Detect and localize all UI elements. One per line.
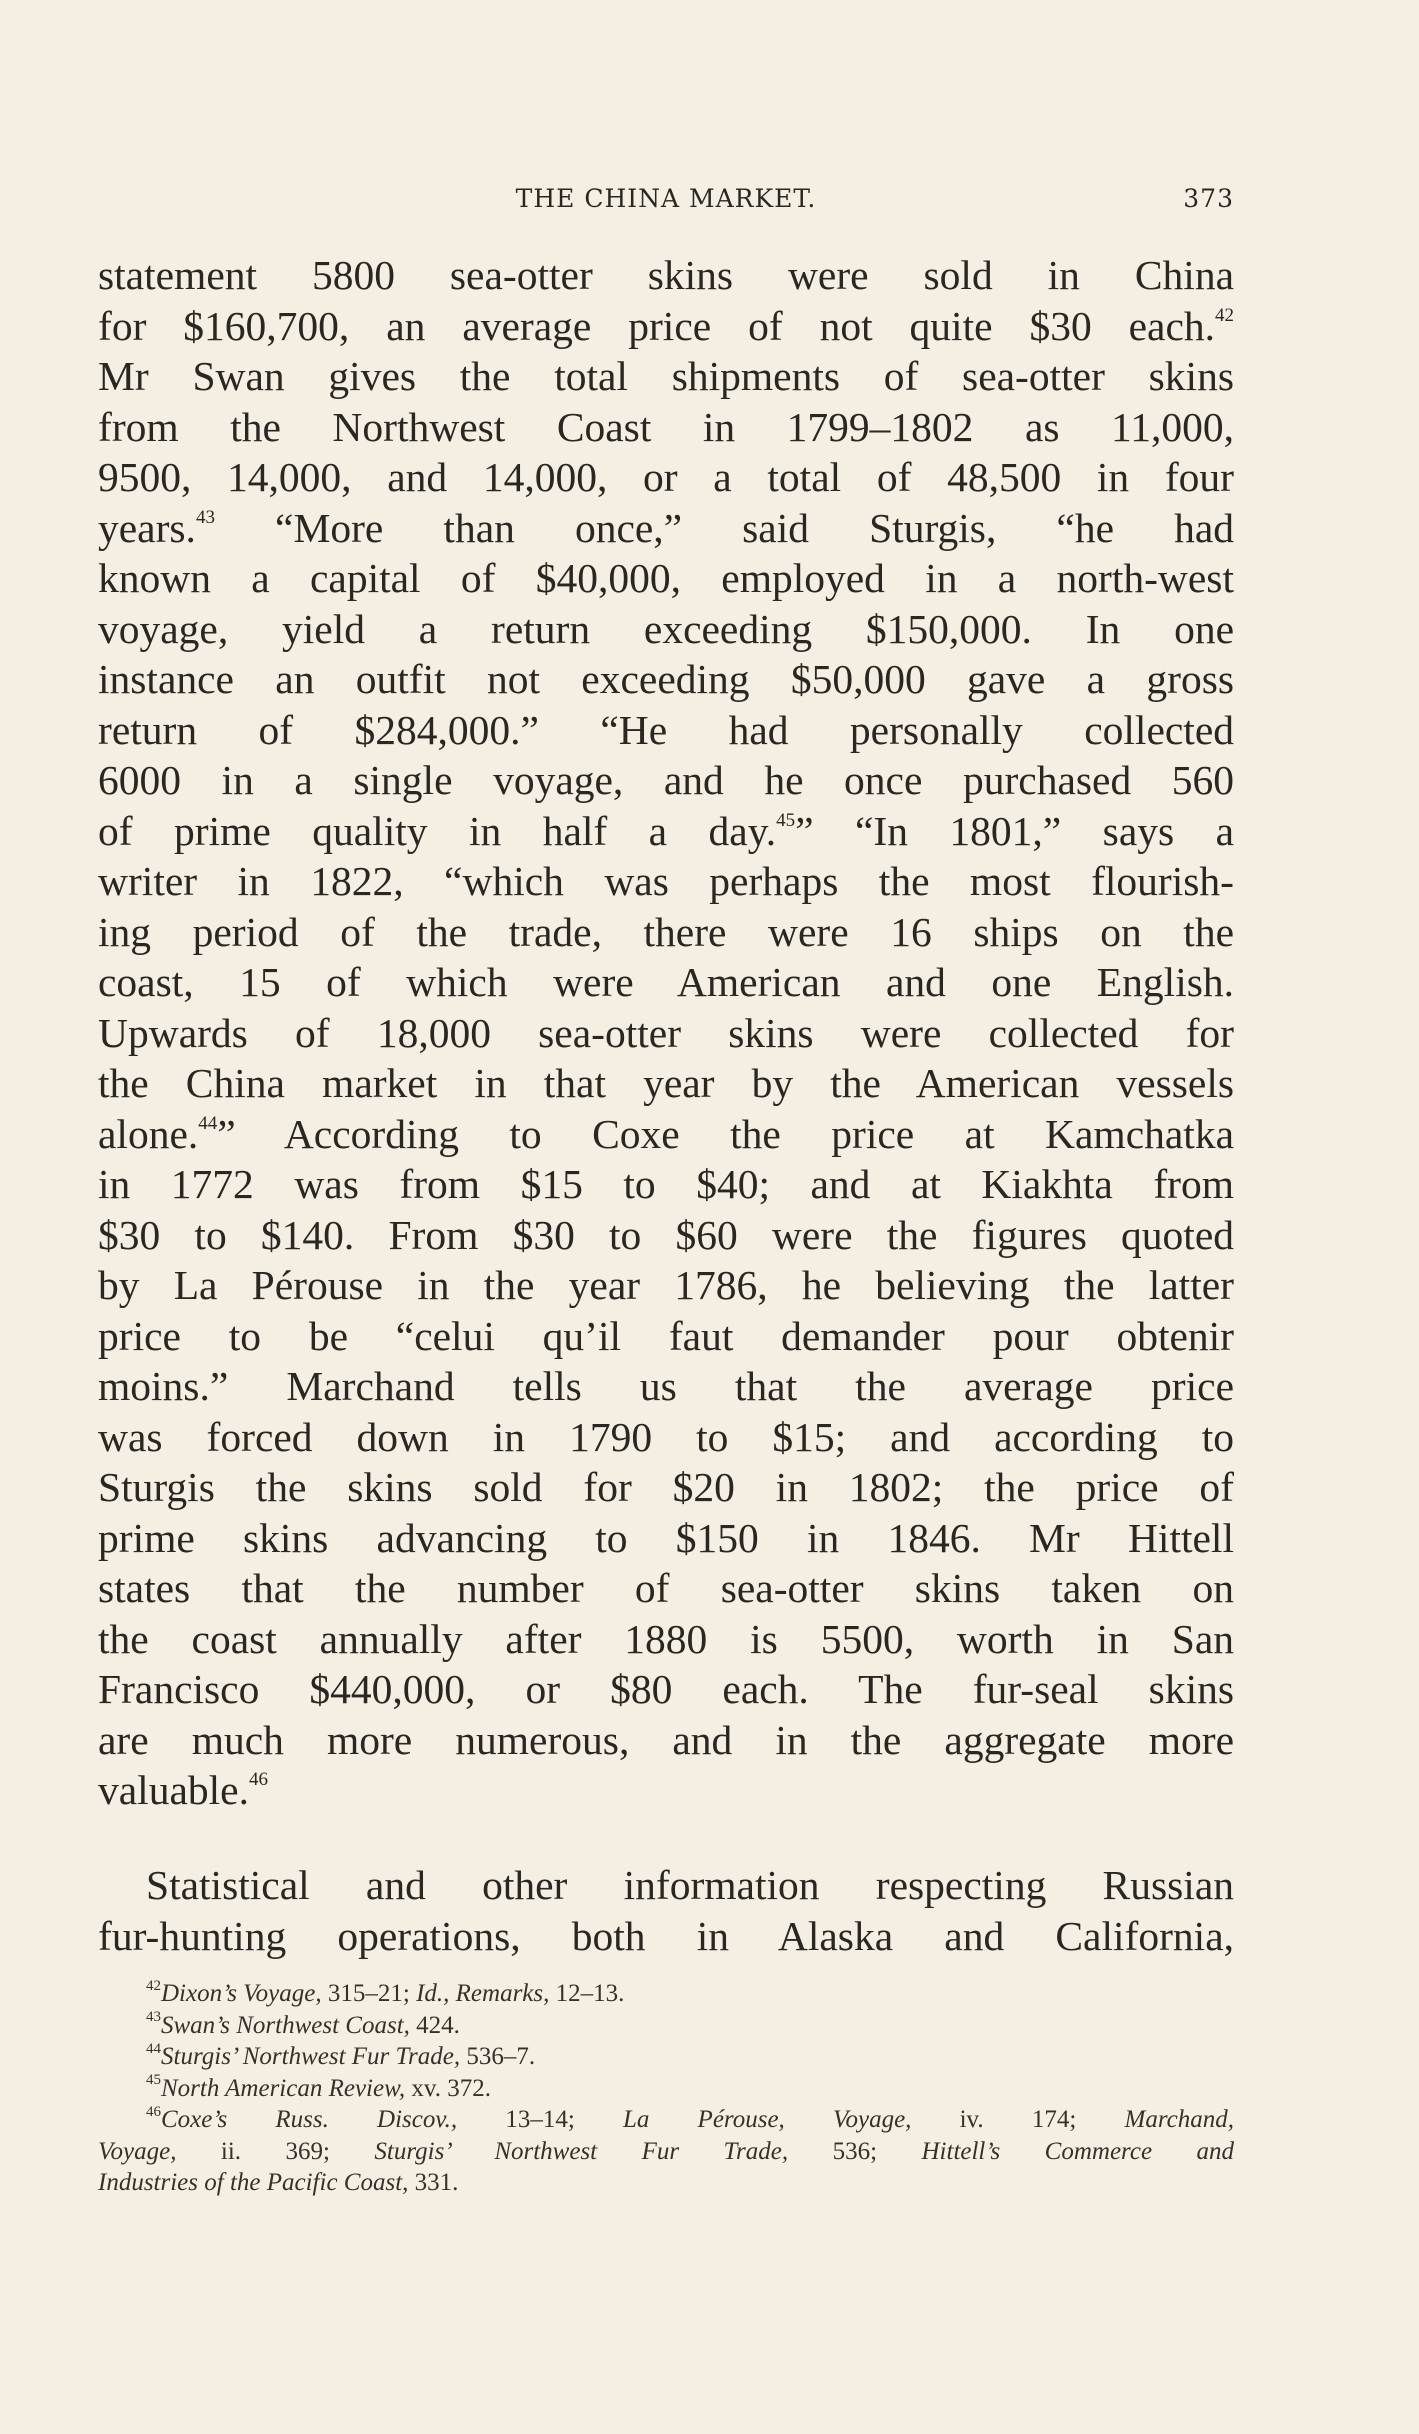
footnote-marker: 44 [146,2040,161,2057]
text-line [98,301,1234,352]
footnote-pages: ii. 369; [176,2137,375,2165]
text-run: Mr Swan gives the total shipments of sea-otter skins [98,353,1234,399]
text-run: the China market in that year by the American vessels [98,1060,1234,1106]
text-line [98,907,1234,958]
text-line: Statistical and other information respecting Russian [146,1862,1234,1908]
text-run: states that the number of sea-otter skins taken on [98,1565,1234,1611]
text-line [98,1210,1234,1261]
text-line [98,755,1234,806]
text-line [98,957,1234,1008]
footnote-42 [98,1978,1234,2010]
text-line [98,1260,1234,1311]
text-run: Upwards of 18,000 sea-otter skins were collected for [98,1009,1234,1056]
body-paragraph-1 [98,250,1234,1816]
text-run: prime skins advancing to $150 in 1846. Mr Hittell [98,1514,1234,1561]
footnote-reference: 44 [198,1112,218,1134]
text-run: was forced down in 1790 to $15; and according to [98,1413,1234,1460]
text-line [98,1614,1234,1665]
footnote-source: Industries of the Pacific Coast, [98,2169,409,2196]
footnote-reference: 42 [1215,304,1234,326]
running-head [98,184,1234,216]
text-line [98,1563,1234,1614]
footnote-source: La Pérouse, Voyage, [622,2106,912,2133]
footnote-46-continued [98,2136,1234,2168]
text-run: writer in 1822, “which was perhaps the most flourish- [98,858,1234,904]
text-run: voyage, yield a return exceeding $150,000. In one [98,605,1234,652]
text-line [98,250,1234,301]
text-line [98,1058,1234,1109]
text-line [98,604,1234,655]
text-line [98,553,1234,604]
text-run: Francisco $440,000, or $80 each. The fur-seal skins [98,1666,1234,1712]
footnote-pages: 331. [408,2169,459,2196]
footnote-46 [98,2104,1234,2136]
text-line [98,402,1234,453]
footnote-marker: 46 [146,2103,161,2120]
text-line [98,1513,1234,1564]
text-run: 6000 in a single voyage, and he once purchased 560 [98,757,1234,803]
text-run: $30 to $140. From $30 to $60 were the figures quoted [98,1211,1234,1258]
text-line [98,1361,1234,1412]
text-run: from the Northwest Coast in 1799–1802 as 11,000, [98,403,1234,450]
text-run: return of $284,000.” “He had personally collected [98,706,1234,753]
text-run: 9500, 14,000, and 14,000, or a total of 48,500 in four [98,454,1234,500]
text-line [98,1109,1234,1160]
page-number: 373 [1183,184,1234,213]
running-head-title: THE CHINA MARKET. [515,184,817,213]
text-line [98,654,1234,705]
text-run: of prime quality in half a day. [98,807,777,854]
text-run: Sturgis the skins sold for $20 in 1802; the price of [98,1464,1234,1510]
footnote-source: Dixon’s Voyage, [161,1980,322,2007]
footnotes [98,1978,1234,2199]
footnote-source: Sturgis’ Northwest Fur Trade, [161,2043,461,2070]
footnote-reference: 43 [195,506,215,528]
text-line [98,806,1234,857]
text-run: statement 5800 sea-otter skins were sold in China [98,252,1234,298]
text-run: instance an outfit not exceeding $50,000 gave a gross [98,656,1234,702]
text-line [98,503,1234,554]
text-run: ing period of the trade, there were 16 ships on the [98,908,1234,955]
footnote-pages: 536–7. [460,2043,536,2070]
text-run: in 1772 was from $15 to $40; and at Kiakhta from [98,1161,1234,1207]
footnote-pages: iv. 174; [911,2106,1125,2133]
footnote-pages: 315–21; [321,1980,417,2007]
footnote-source: Hittell’s Commerce and [921,2137,1234,2165]
text-line [98,1715,1234,1766]
footnote-source: Coxe’s Russ. Discov., [161,2106,458,2133]
text-line: fur-hunting operations, both in Alaska and California, [98,1912,1234,1959]
text-line [98,1462,1234,1513]
body-paragraph-2 [98,1860,1234,1961]
footnote-marker: 45 [146,2072,161,2089]
text-run: known a capital of $40,000, employed in a north-west [98,555,1234,601]
text-line [98,1664,1234,1715]
footnote-source: Id., Remarks, [416,1980,550,2007]
text-run: price to be “celui qu’il faut demander pour obtenir [98,1312,1234,1359]
text-line [98,1311,1234,1362]
footnote-pages: 13–14; [457,2106,623,2133]
footnote-pages: 12–13. [549,1980,625,2007]
footnote-source: Voyage, [98,2137,177,2165]
footnote-source: Sturgis’ Northwest Fur Trade, [374,2137,789,2165]
text-line [98,856,1234,907]
text-run: by La Pérouse in the year 1786, he believing the latter [98,1262,1234,1308]
footnote-45 [98,2073,1234,2105]
text-run: the coast annually after 1880 is 5500, worth in San [98,1615,1234,1662]
footnote-44 [98,2041,1234,2073]
footnote-reference: 45 [776,809,796,831]
text-run: moins.” Marchand tells us that the average price [98,1363,1234,1409]
text-run: years. [98,504,196,551]
footnote-source: Swan’s Northwest Coast, [161,2011,410,2039]
text-line [98,705,1234,756]
text-run: ” According to Coxe the price at Kamchatka [217,1110,1234,1157]
footnote-reference: 46 [248,1769,268,1791]
text-line [98,1159,1234,1210]
footnote-marker: 43 [146,2009,161,2026]
footnote-43 [98,2010,1234,2042]
text-line [98,1765,1234,1816]
footnote-pages: xv. 372. [405,2074,492,2102]
text-run: ” “In 1801,” says a [795,807,1234,854]
footnote-source: North American Review, [161,2074,406,2102]
text-line [98,452,1234,503]
text-run: alone. [98,1110,199,1157]
footnote-marker: 42 [146,1977,161,1994]
text-run: valuable. [98,1767,249,1813]
footnote-46-end [98,2167,1234,2199]
text-run: are much more numerous, and in the aggregate more [98,1716,1234,1763]
text-run: for $160,700, an average price of not quite $30 each. [98,302,1215,349]
text-line [98,1412,1234,1463]
text-run: “More than once,” said Sturgis, “he had [214,504,1234,551]
text-line [98,1008,1234,1059]
footnote-pages: 536; [788,2137,922,2165]
footnote-pages: 424. [409,2011,460,2039]
footnote-source: Marchand, [1124,2106,1234,2133]
text-run: coast, 15 of which were American and one English. [98,959,1234,1005]
text-line [98,351,1234,402]
